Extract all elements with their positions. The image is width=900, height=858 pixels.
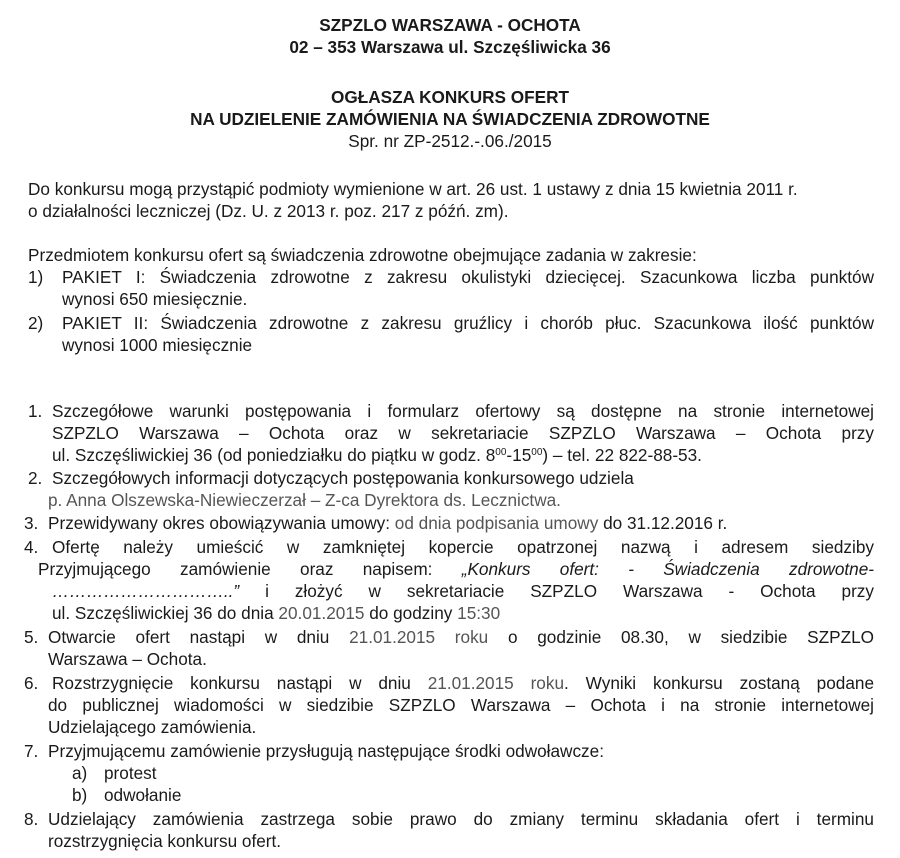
package-1-number: 1) [28,267,44,287]
item-7-line-1: Przyjmującemu zamówienie przysługują następujące środki odwoławcze: [48,741,604,761]
item-5-opening-date: 21.01.2015 roku [349,627,489,647]
intro-line-2: o działalności leczniczej (Dz. U. z 2013 r. poz. 217 z późń. zm). [28,201,509,221]
item-6-line-3: Udzielającego zamówienia. [48,717,257,737]
package-2-line-2: wynosi 1000 miesięcznie [62,335,253,355]
item-3-number: 3. [24,513,39,533]
package-1-line-1: PAKIET I: Świadczenia zdrowotne z zakresu okulistyki dziecięcej. Szacunkowa liczba punktów [62,267,874,287]
item-3-line [48,512,874,534]
package-1-line-2: wynosi 650 miesięcznie. [62,289,248,309]
item-8-number: 8. [24,809,39,829]
item-4-label-text: „Konkurs ofert: - Świadczenia zdrowotne- [461,559,874,579]
item-7-b-number: b) [72,785,88,805]
org-address: 02 – 353 Warszawa ul. Szczęśliwicka 36 [289,37,611,57]
item-4-line-4-b: do godziny [364,603,458,623]
item-4-line-4 [52,602,874,624]
item-1-line-3 [52,444,874,466]
item-6-line-1 [52,672,874,694]
item-1-hours-text: ul. Szczęśliwickiej 36 (od poniedziałku do piątku w godz. 8 [52,445,496,465]
item-2-line-1: Szczegółowych informacji dotyczących postępowania konkursowego udziela [52,468,634,488]
item-5-line-1-b: o godzinie 08.30, w siedzibie SZPZLO [488,627,875,647]
org-name: SZPZLO WARSZAWA - OCHOTA [319,15,581,35]
item-6-number: 6. [24,673,39,693]
item-1-line-2: SZPZLO Warszawa – Ochota oraz w sekretariacie SZPZLO Warszawa – Ochota przy [52,423,874,443]
item-4-deadline-time: 15:30 [457,603,501,623]
intro-line-1: Do konkursu mogą przystąpić podmioty wymienione w art. 26 ust. 1 ustawy z dnia 15 kwietnia 2011 r. [28,179,798,199]
package-2-line-1: PAKIET II: Świadczenia zdrowotne z zakresu gruźlicy i chorób płuc. Szacunkowa ilość punktów [62,313,874,333]
item-6-line-1-b: . Wyniki konkursu zostaną podane [564,673,875,693]
item-1-hours-to: -15 [506,445,532,465]
item-7-a-text: protest [104,763,157,783]
item-4-deadline-date: 20.01.2015 [278,603,365,623]
item-6-line-2: do publicznej wiadomości w siedzibie SZPZLO Warszawa – Ochota i na stronie internetowej [48,695,874,715]
item-2-line-2: p. Anna Olszewska-Niewieczerzał – Z-ca Dyrektora ds. Lecznictwa. [48,490,561,510]
item-5-number: 5. [24,627,39,647]
item-1-phone: ) – tel. 22 822-88-53. [542,445,702,465]
item-4-line-2 [38,558,874,580]
subject-heading: Przedmiotem konkursu ofert są świadczenia zdrowotne obejmujące zadania w zakresie: [28,245,697,265]
item-4-dots: …………………………..” [52,581,240,601]
item-1-line-1: Szczegółowe warunki postępowania i formularz ofertowy są dostępne na stronie internetowej [52,401,874,421]
item-5-line-1-a: Otwarcie ofert nastąpi w dniu [48,627,350,647]
item-6-line-1-a: Rozstrzygnięcie konkursu nastąpi w dniu [52,673,428,693]
item-7-number: 7. [24,741,39,761]
item-3-text-b: od dnia podpisania umowy [394,513,599,533]
item-6-resolution-date: 21.01.2015 roku [427,673,565,693]
item-3-text-a: Przewidywany okres obowiązywania umowy: [48,513,395,533]
item-5-line-1 [48,626,874,648]
item-4-line-4-a: ul. Szczęśliwickiej 36 do dnia [52,603,279,623]
item-1-hours-sup-2: 00 [531,447,543,458]
item-4-line-2-a: Przyjmującego zamówienie oraz napisem: [38,559,462,579]
item-8-line-2: rozstrzygnięcia konkursu ofert. [48,831,282,851]
reference-number: Spr. nr ZP-2512.-.06./2015 [348,131,552,151]
item-1-hours-sup-1: 00 [495,447,507,458]
item-4-line-3 [52,580,874,602]
announcement-line-2: NA UDZIELENIE ZAMÓWIENIA NA ŚWIADCZENIA ZDROWOTNE [190,109,710,129]
item-4-line-3-b: i złożyć w sekretariacie SZPZLO Warszawa - Ochota przy [239,581,874,601]
item-7-b-text: odwołanie [104,785,182,805]
intro-paragraph [28,178,874,222]
document-header [0,14,900,58]
package-2-number: 2) [28,313,44,333]
item-7-a-number: a) [72,763,88,783]
item-1-number: 1. [28,401,43,421]
announcement-title [0,86,900,152]
item-5-line-2: Warszawa – Ochota. [48,649,207,669]
announcement-line-1: OGŁASZA KONKURS OFERT [330,87,570,107]
item-3-text-c: do 31.12.2016 r. [598,513,728,533]
item-2-number: 2. [28,468,43,488]
item-4-number: 4. [24,537,39,557]
item-8-line-1: Udzielający zamówienia zastrzega sobie prawo do zmiany terminu składania ofert i terminu [48,809,874,829]
item-4-line-1: Ofertę należy umieścić w zamkniętej kopercie opatrzonej nazwą i adresem siedziby [52,537,874,557]
